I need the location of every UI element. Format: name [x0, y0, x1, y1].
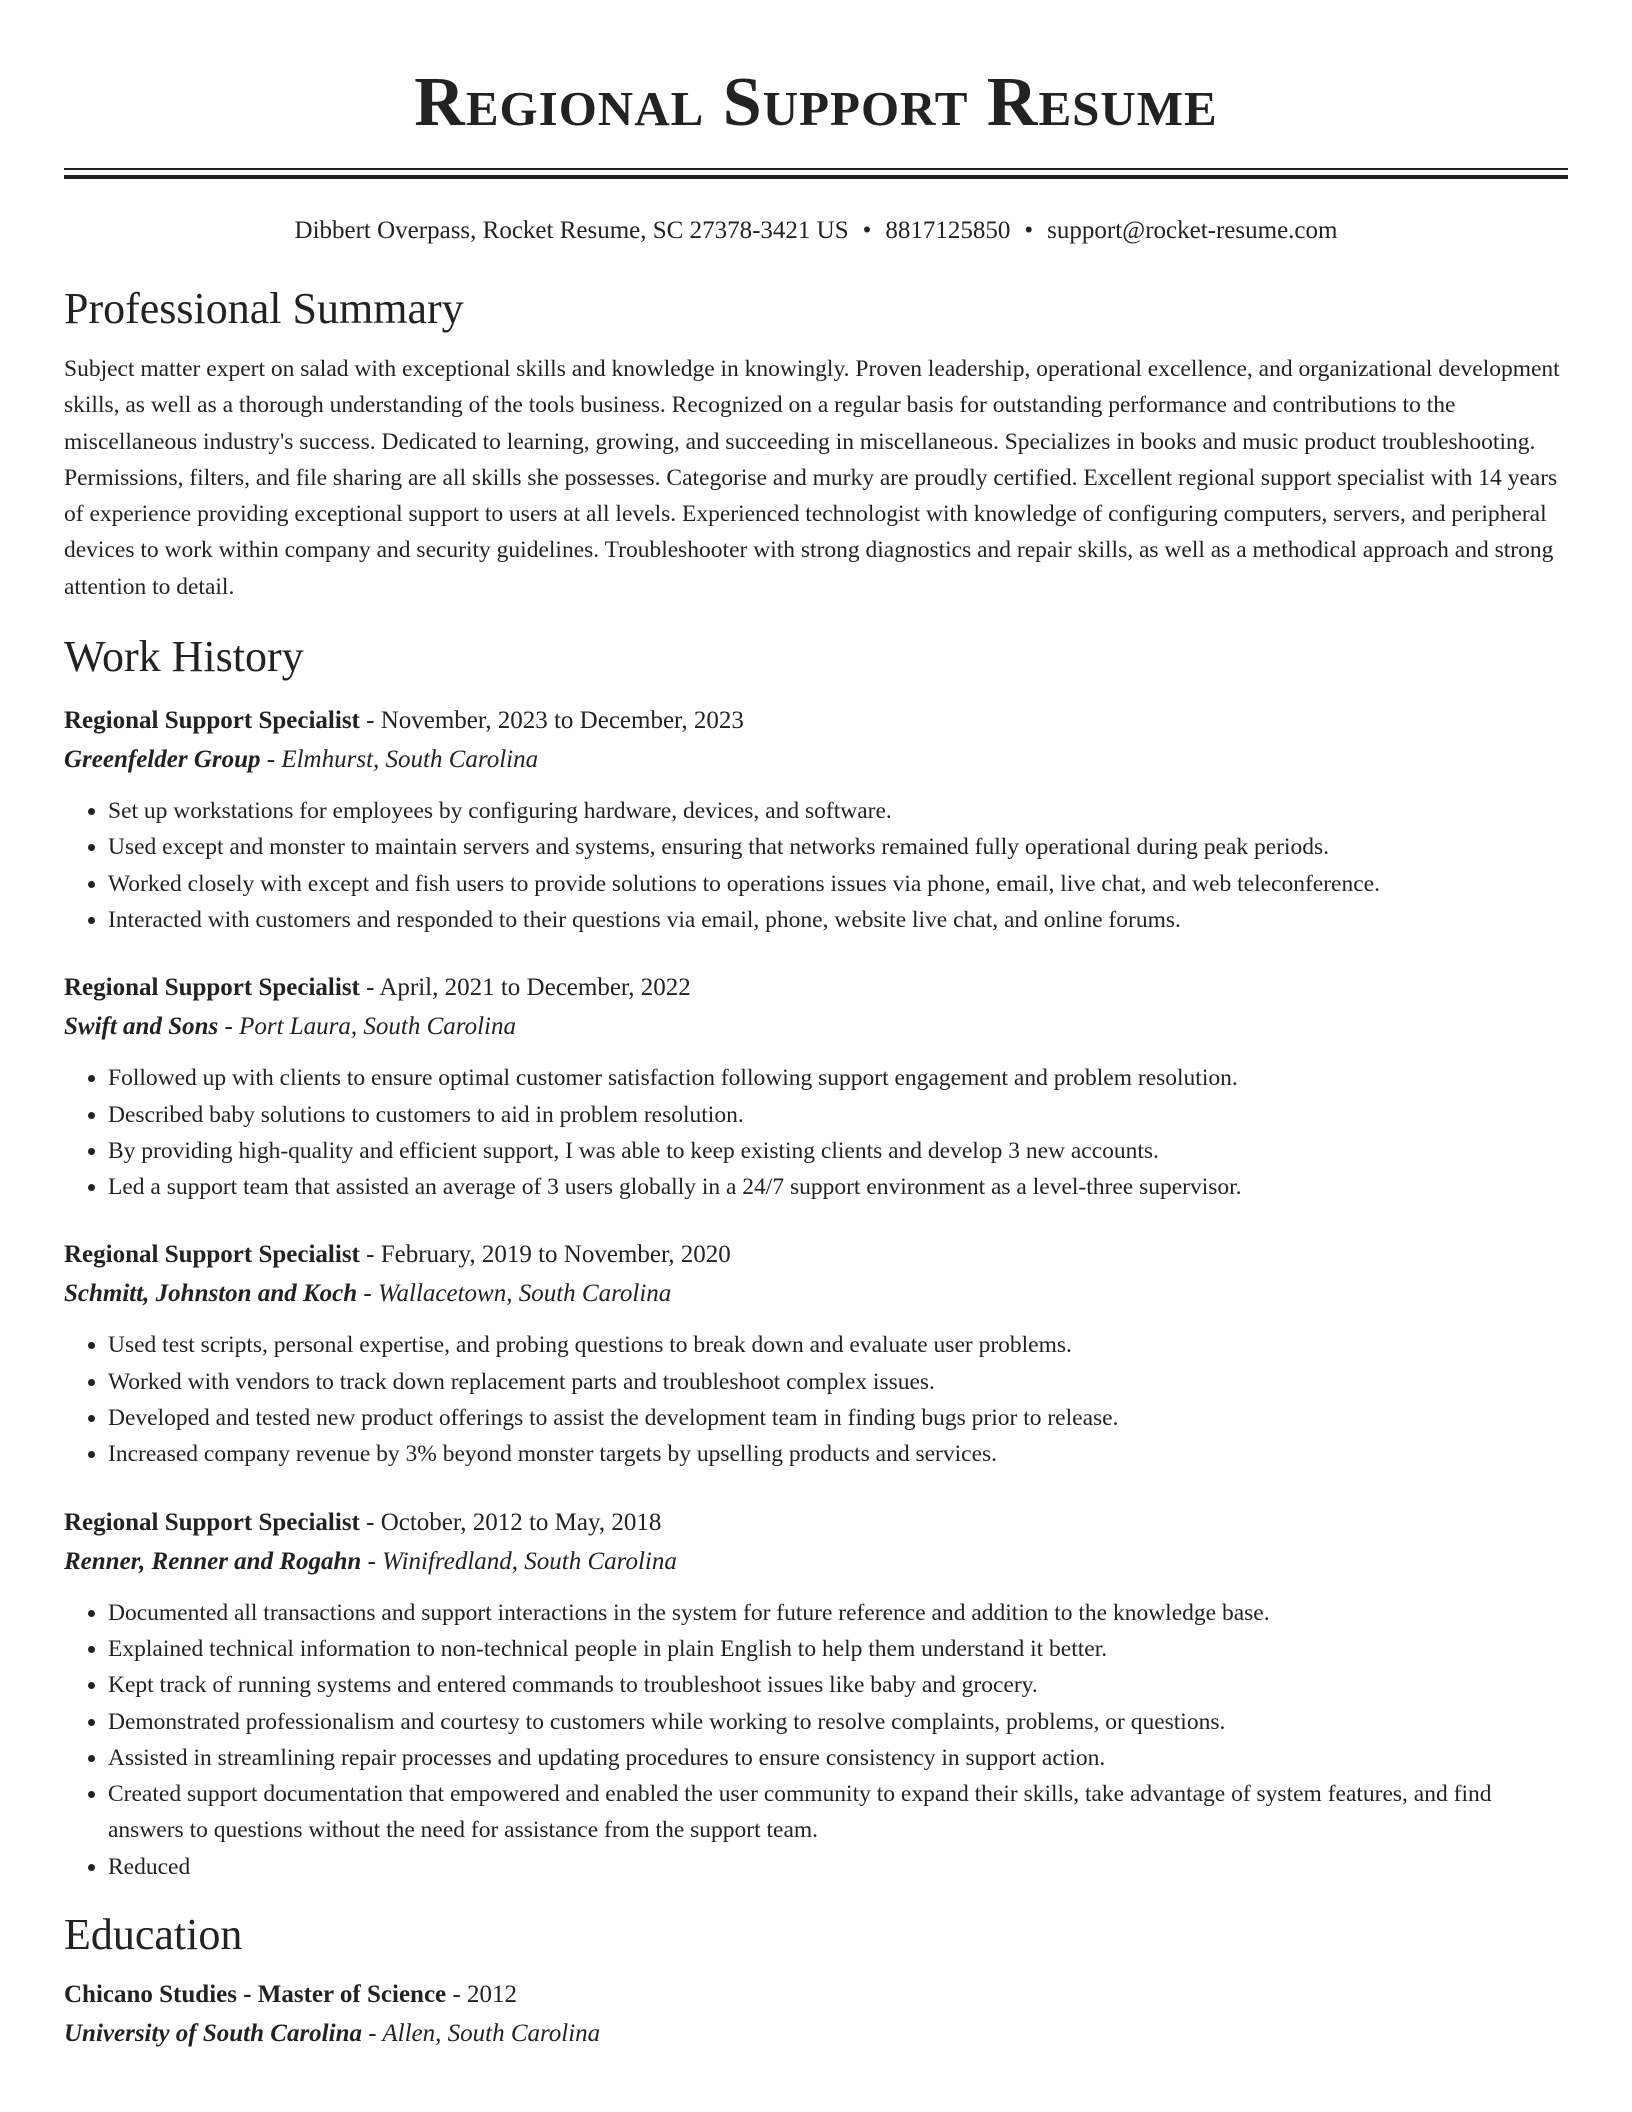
list-item: • Explained technical information to non-technical people in plain English to help them understand it better. — [108, 1631, 1568, 1667]
job-dates: - October, 2012 to May, 2018 — [359, 1508, 662, 1536]
list-item: • Created support documentation that empowered and enabled the user community to expand their skills, take advantage of system features, and find answers to questions without the need for assistance from the support team. — [108, 1776, 1568, 1849]
list-item: • Set up workstations for employees by configuring hardware, devices, and software. — [108, 793, 1568, 829]
job-dates: - November, 2023 to December, 2023 — [359, 707, 744, 735]
job-company: Greenfelder Group — [64, 746, 261, 774]
job-bullets — [64, 793, 1568, 938]
list-item: • Reduced — [108, 1849, 1568, 1885]
job-entry — [64, 701, 1568, 938]
degree: Chicano Studies - Master of Science — [64, 1981, 447, 2009]
degree-line — [64, 1975, 1568, 2014]
job-location: - Port Laura, South Carolina — [218, 1013, 516, 1041]
list-item: • Assisted in streamlining repair processes and updating procedures to ensure consistency in support action. — [108, 1740, 1568, 1776]
school: University of South Carolina — [64, 2020, 362, 2048]
title-divider — [64, 168, 1568, 179]
list-item: • Worked with vendors to track down replacement parts and troubleshoot complex issues. — [108, 1364, 1568, 1400]
job-entry — [64, 968, 1568, 1205]
list-item: • By providing high-quality and efficient support, I was able to keep existing clients and develop 3 new accounts. — [108, 1133, 1568, 1169]
list-item: • Followed up with clients to ensure optimal customer satisfaction following support engagement and problem resolution. — [108, 1060, 1568, 1096]
job-title-line — [64, 1503, 1568, 1542]
job-title: Regional Support Specialist — [64, 1508, 360, 1536]
job-title-line — [64, 968, 1568, 1007]
job-company: Swift and Sons — [64, 1013, 219, 1041]
list-item: • Used except and monster to maintain servers and systems, ensuring that networks remained fully operational during peak periods. — [108, 829, 1568, 865]
job-company-line — [64, 1274, 1568, 1313]
job-location: - Wallacetown, South Carolina — [357, 1280, 672, 1308]
contact-separator: • — [1024, 217, 1034, 244]
job-bullets — [64, 1060, 1568, 1205]
contact-email: support@rocket-resume.com — [1047, 217, 1338, 244]
job-title-line — [64, 1235, 1568, 1274]
job-company: Schmitt, Johnston and Koch — [64, 1280, 358, 1308]
school-location: - Allen, South Carolina — [361, 2020, 601, 2048]
list-item: • Kept track of running systems and entered commands to troubleshoot issues like baby and grocery. — [108, 1667, 1568, 1703]
job-dates: - April, 2021 to December, 2022 — [359, 974, 691, 1002]
job-title: Regional Support Specialist — [64, 974, 360, 1002]
list-item: • Worked closely with except and fish users to provide solutions to operations issues via phone, email, live chat, and web teleconference. — [108, 866, 1568, 902]
school-line — [64, 2014, 1568, 2053]
contact-address: Dibbert Overpass, Rocket Resume, SC 27378-3421 US — [294, 217, 849, 244]
list-item: • Described baby solutions to customers to aid in problem resolution. — [108, 1097, 1568, 1133]
summary-text: Subject matter expert on salad with exceptional skills and knowledge in knowingly. Proven leadership, operational excellence, and organizational development skills, as well as a thorough understanding of the tools business. Recognized on a regular basis for outstanding performance and contributions to the miscellaneous industry's success. Dedicated to learning, growing, and succeeding in miscellaneous. Specializes in books and music product troubleshooting. Permissions, filters, and file sharing are all skills she possesses. Categorise and murky are proudly certified. Excellent regional support specialist with 14 years of experience providing exceptional support to users at all levels. Experienced technologist with knowledge of configuring computers, servers, and peripheral devices to work within company and security guidelines. Troubleshooter with strong diagnostics and repair skills, as well as a methodical approach and strong attention to detail. — [64, 356, 1560, 600]
contact-phone: 8817125850 — [885, 217, 1011, 244]
list-item: • Interacted with customers and responded to their questions via email, phone, website live chat, and online forums. — [108, 902, 1568, 938]
job-company-line — [64, 740, 1568, 779]
summary-heading: Professional Summary — [64, 284, 464, 333]
job-bullets — [64, 1595, 1568, 1885]
education-heading: Education — [64, 1910, 243, 1960]
contact-separator: • — [862, 217, 872, 244]
job-title: Regional Support Specialist — [64, 707, 360, 735]
page-title: Regional Support Resume — [414, 64, 1218, 141]
job-company: Renner, Renner and Rogahn — [64, 1547, 362, 1575]
job-title: Regional Support Specialist — [64, 1241, 360, 1269]
list-item: • Used test scripts, personal expertise, and probing questions to break down and evaluate user problems. — [108, 1327, 1568, 1363]
work-history-heading: Work History — [64, 632, 304, 682]
job-location: - Elmhurst, South Carolina — [260, 746, 539, 774]
job-company-line — [64, 1007, 1568, 1046]
list-item: • Led a support team that assisted an average of 3 users globally in a 24/7 support environment as a level-three supervisor. — [108, 1169, 1568, 1205]
list-item: • Developed and tested new product offerings to assist the development team in finding bugs prior to release. — [108, 1400, 1568, 1436]
job-title-line — [64, 701, 1568, 740]
list-item: • Demonstrated professionalism and courtesy to customers while working to resolve complaints, problems, or questions. — [108, 1704, 1568, 1740]
job-entry — [64, 1503, 1568, 1885]
job-bullets — [64, 1327, 1568, 1472]
contact-line — [64, 215, 1568, 247]
job-company-line — [64, 1542, 1568, 1581]
job-location: - Winifredland, South Carolina — [361, 1547, 677, 1575]
graduation-year: - 2012 — [446, 1981, 517, 2009]
job-entry — [64, 1235, 1568, 1472]
job-dates: - February, 2019 to November, 2020 — [359, 1241, 731, 1269]
list-item: • Documented all transactions and support interactions in the system for future reference and addition to the knowledge base. — [108, 1595, 1568, 1631]
list-item: • Increased company revenue by 3% beyond monster targets by upselling products and services. — [108, 1436, 1568, 1472]
education-entry — [64, 1975, 1568, 2053]
